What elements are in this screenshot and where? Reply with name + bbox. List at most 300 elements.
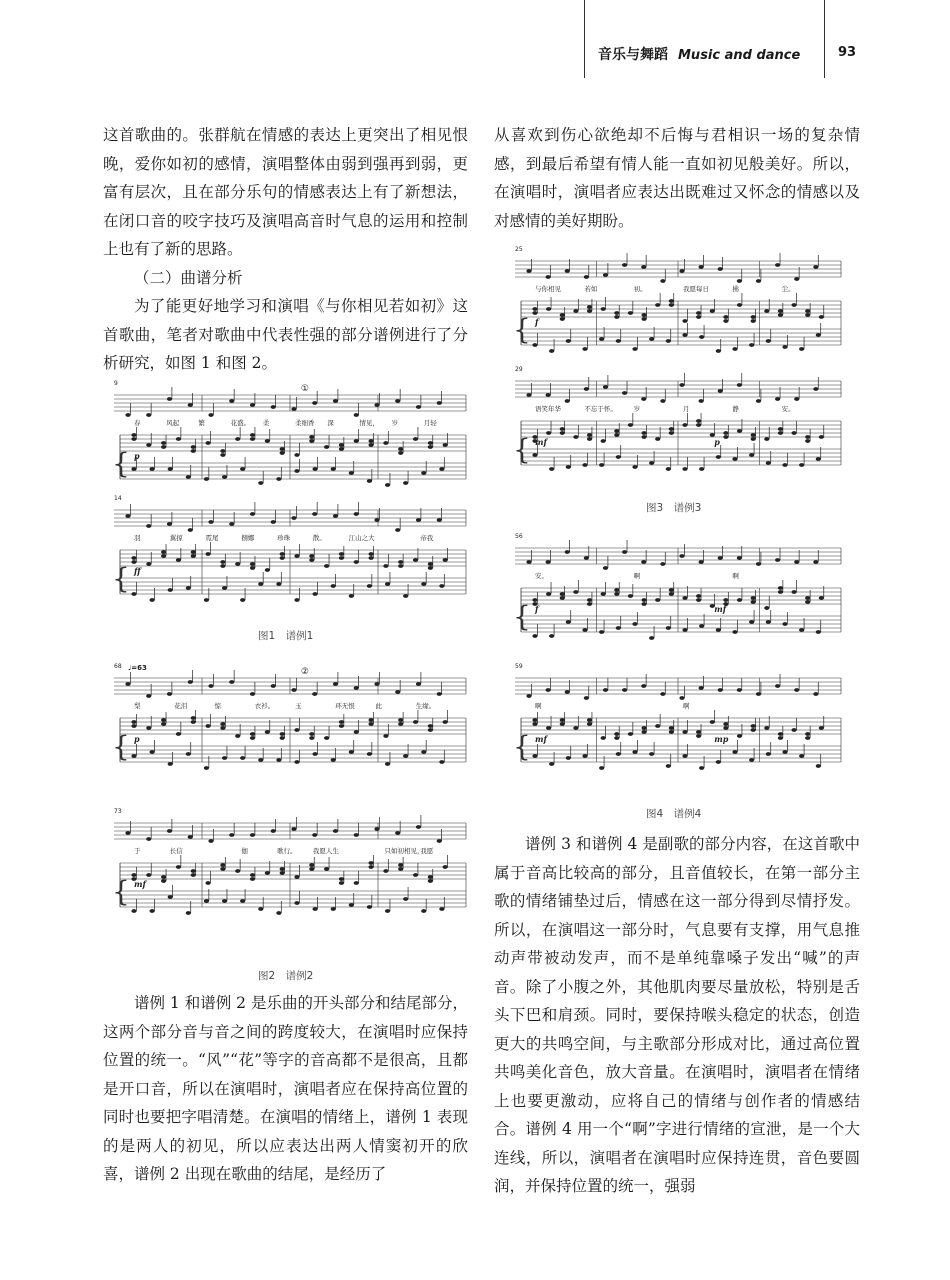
note-head — [718, 389, 723, 393]
note-head — [368, 439, 373, 443]
note-head — [309, 558, 314, 562]
note-head — [188, 528, 193, 532]
note-head — [603, 688, 608, 692]
note-head — [560, 313, 565, 317]
lyric-syllable: 环无恨 — [335, 702, 355, 710]
note-head — [437, 401, 442, 405]
note-head — [395, 399, 400, 403]
note-head — [146, 694, 151, 698]
note-head — [250, 433, 255, 437]
note-head — [220, 560, 225, 564]
note-head — [276, 758, 281, 762]
note-head — [794, 688, 799, 692]
measure-number: 29 — [515, 366, 523, 373]
note-head — [146, 413, 151, 417]
note-head — [532, 311, 537, 315]
lyric-syllable: 春 — [134, 419, 141, 427]
note-head — [367, 905, 372, 909]
note-head — [271, 520, 276, 524]
note-head — [816, 764, 821, 768]
note-head — [294, 760, 299, 764]
note-head — [546, 560, 551, 564]
note-head — [723, 315, 728, 319]
lyric-syllable: 啊 — [732, 572, 739, 580]
note-head — [791, 590, 796, 594]
note-head — [587, 437, 592, 441]
note-head — [204, 598, 209, 602]
note-head — [601, 592, 606, 596]
measure-number: 73 — [114, 808, 122, 815]
lyric-syllable: 繁 — [198, 419, 205, 427]
note-head — [532, 718, 537, 722]
note-head — [660, 399, 665, 403]
note-head — [222, 756, 227, 760]
note-head — [813, 265, 818, 269]
note-head — [398, 718, 403, 722]
note-head — [374, 827, 379, 831]
note-head — [749, 620, 754, 624]
note-head — [280, 451, 285, 455]
note-head — [368, 443, 373, 447]
note-head — [383, 441, 388, 445]
note-head — [751, 728, 756, 732]
note-head — [146, 562, 151, 566]
note-head — [737, 598, 742, 602]
note-head — [723, 431, 728, 435]
note-head — [395, 831, 400, 835]
note-head — [737, 429, 742, 433]
note-head — [339, 724, 344, 728]
note-head — [778, 732, 783, 736]
note-head — [413, 437, 418, 441]
note-head — [669, 726, 674, 730]
note-head — [732, 457, 737, 461]
note-head — [294, 453, 299, 457]
note-head — [751, 600, 756, 604]
paragraph: 这首歌曲的。张群航在情感的表达上更突出了相见恨晚，爱你如初的感情，演唱整体由弱到强再到弱，更富有层次，且在部分乐句的情感表达上有了新想法，在闭口音的咬字技巧及演唱高音时气息的运用和控制上也有了新的思路。 — [103, 126, 468, 258]
note-head — [649, 461, 654, 465]
note-head — [632, 750, 637, 754]
note-head — [250, 877, 255, 881]
note-head — [443, 865, 448, 869]
note-head — [632, 465, 637, 469]
note-head — [819, 315, 824, 319]
lyric-syllable: 伽 — [241, 847, 248, 855]
note-head — [131, 724, 136, 728]
note-head — [374, 403, 379, 407]
note-head — [291, 407, 296, 411]
note-head — [699, 686, 704, 690]
note-head — [775, 397, 780, 401]
note-head — [669, 299, 674, 303]
note-head — [428, 879, 433, 883]
note-head — [737, 279, 742, 283]
note-head — [565, 399, 570, 403]
note-head — [204, 477, 209, 481]
note-head — [778, 431, 783, 435]
note-head — [339, 443, 344, 447]
note-head — [131, 592, 136, 596]
dynamic-mark: f — [535, 604, 539, 614]
note-head — [421, 909, 426, 913]
note-head — [699, 467, 704, 471]
score-image — [108, 660, 470, 960]
note-head — [354, 881, 359, 885]
note-head — [641, 598, 646, 602]
note-head — [751, 433, 756, 437]
note-head — [161, 879, 166, 883]
note-head — [718, 267, 723, 271]
note-head — [737, 556, 742, 560]
note-head — [649, 636, 654, 640]
note-head — [186, 911, 191, 915]
note-head — [805, 600, 810, 604]
lyric-syllable: 尘。 — [781, 285, 795, 293]
note-head — [749, 758, 754, 762]
note-head — [696, 311, 701, 315]
note-head — [546, 431, 551, 435]
note-head — [222, 586, 227, 590]
circled-marker: ② — [300, 667, 309, 677]
note-head — [546, 275, 551, 279]
note-head — [655, 437, 660, 441]
note-head — [766, 339, 771, 343]
note-head — [655, 303, 660, 307]
figure-3-caption: 图3 谱例3 — [646, 502, 702, 514]
note-head — [641, 726, 646, 730]
note-head — [403, 594, 408, 598]
note-head — [250, 873, 255, 877]
paragraph: 谱例 1 和谱例 2 是乐曲的开头部分和结尾部分，这两个部分音与音之间的跨度较大，在演唱时应保持位置的统一。“风”“花”等字的音高都不是很高，且都是开口音，所以在演唱时，演唱者应在保持高位置的同时也要把字唱清楚。在演唱的情绪上，谱例 1 表现的是两人的初见，所以应表达出两人情窦初开的欣喜，谱例 2 出现在歌曲的结尾，是经历了 — [103, 994, 468, 1183]
note-head — [146, 726, 151, 730]
note-head — [265, 871, 270, 875]
note-head — [696, 730, 701, 734]
note-head — [532, 722, 537, 726]
note-head — [614, 315, 619, 319]
note-head — [161, 722, 166, 726]
note-head — [324, 445, 329, 449]
note-head — [176, 865, 181, 869]
note-head — [220, 722, 225, 726]
note-head — [669, 431, 674, 435]
note-head — [413, 558, 418, 562]
note-head — [716, 760, 721, 764]
section-heading: （二）曲谱分析 — [134, 268, 243, 287]
note-head — [161, 550, 166, 554]
note-head — [669, 303, 674, 307]
lyric-syllable: 长信 — [169, 847, 183, 855]
note-head — [131, 909, 136, 913]
note-head — [622, 688, 627, 692]
note-head — [749, 453, 754, 457]
note-head — [208, 684, 213, 688]
grand-staff-brace: { — [112, 875, 130, 908]
figure-3-score — [509, 243, 845, 493]
note-head — [816, 457, 821, 461]
lyric-syllable: 梨 — [134, 702, 141, 710]
note-head — [794, 397, 799, 401]
note-head — [582, 463, 587, 467]
note-head — [186, 475, 191, 479]
paragraph: 为了能更好地学习和演唱《与你相见若如初》这首歌曲，笔者对歌曲中代表性强的部分谱例进行了分析研究，如图 1 和图 2。 — [103, 297, 468, 372]
note-head — [131, 754, 136, 758]
note-head — [161, 441, 166, 445]
note-head — [339, 447, 344, 451]
note-head — [775, 263, 780, 267]
note-head — [778, 313, 783, 317]
note-head — [191, 869, 196, 873]
note-head — [587, 433, 592, 437]
note-head — [766, 752, 771, 756]
note-head — [167, 692, 172, 696]
note-head — [805, 439, 810, 443]
note-head — [205, 724, 210, 728]
note-head — [599, 630, 604, 634]
note-head — [250, 566, 255, 570]
note-head — [421, 750, 426, 754]
note-head — [146, 443, 151, 447]
note-head — [383, 564, 388, 568]
note-head — [716, 349, 721, 353]
note-head — [309, 732, 314, 736]
note-head — [751, 319, 756, 323]
note-head — [309, 863, 314, 867]
note-head — [565, 550, 570, 554]
note-head — [208, 520, 213, 524]
note-head — [816, 630, 821, 634]
note-head — [632, 622, 637, 626]
lyric-syllable: 语笑年华 — [535, 405, 561, 413]
note-head — [191, 716, 196, 720]
lyric-syllable: 啊 — [535, 702, 542, 710]
note-head — [428, 728, 433, 732]
note-head — [805, 313, 810, 317]
note-head — [250, 692, 255, 696]
note-head — [383, 734, 388, 738]
note-head — [737, 383, 742, 387]
note-head — [333, 682, 338, 686]
note-head — [339, 556, 344, 560]
lyric-syllable: 帝我 — [420, 534, 434, 542]
note-head — [291, 516, 296, 520]
note-head — [240, 467, 245, 471]
grand-staff-brace: { — [513, 600, 531, 633]
note-head — [549, 634, 554, 638]
note-head — [682, 467, 687, 471]
note-head — [699, 624, 704, 628]
note-head — [710, 309, 715, 313]
note-head — [354, 560, 359, 564]
note-head — [601, 439, 606, 443]
note-head — [131, 467, 136, 471]
note-head — [614, 311, 619, 315]
note-head — [756, 279, 761, 283]
note-head — [805, 596, 810, 600]
note-head — [403, 481, 408, 485]
note-head — [421, 471, 426, 475]
note-head — [395, 528, 400, 532]
note-head — [682, 730, 687, 734]
note-head — [560, 431, 565, 435]
note-head — [805, 435, 810, 439]
note-head — [398, 560, 403, 564]
note-head — [584, 696, 589, 700]
note-head — [566, 620, 571, 624]
score-image — [108, 377, 470, 617]
dynamic-mark: p — [714, 437, 720, 447]
dynamic-mark: mp — [714, 734, 729, 744]
lyric-syllable: 风起 — [166, 419, 180, 427]
note-head — [666, 339, 671, 343]
note-head — [737, 688, 742, 692]
lyric-syllable: 散。 — [312, 534, 326, 542]
note-head — [766, 461, 771, 465]
note-head — [699, 265, 704, 269]
note-head — [682, 754, 687, 758]
note-head — [614, 592, 619, 596]
note-head — [601, 736, 606, 740]
lyric-syllable: 霓尾 — [205, 534, 219, 542]
note-head — [439, 760, 444, 764]
note-head — [398, 447, 403, 451]
note-head — [546, 393, 551, 397]
note-head — [125, 682, 130, 686]
note-head — [584, 556, 589, 560]
note-head — [549, 467, 554, 471]
note-head — [428, 441, 433, 445]
note-head — [616, 339, 621, 343]
note-head — [220, 867, 225, 871]
grand-staff-brace: { — [513, 730, 531, 763]
note-head — [161, 718, 166, 722]
lyric-syllable: 花盛。 — [230, 419, 251, 427]
header-title-en: Music and dance — [678, 48, 801, 63]
note-head — [324, 564, 329, 568]
note-head — [566, 339, 571, 343]
note-head — [229, 680, 234, 684]
dynamic-mark: ff — [134, 566, 141, 576]
note-head — [161, 554, 166, 558]
right-column-top — [494, 121, 860, 235]
note-head — [699, 335, 704, 339]
note-head — [339, 877, 344, 881]
left-column-bottom — [103, 989, 468, 1189]
note-head — [349, 471, 354, 475]
note-head — [775, 558, 780, 562]
note-head — [291, 688, 296, 692]
note-head — [669, 588, 674, 592]
note-head — [614, 429, 619, 433]
note-head — [778, 590, 783, 594]
note-head — [679, 554, 684, 558]
note-head — [526, 560, 531, 564]
note-head — [312, 512, 317, 516]
note-head — [782, 345, 787, 349]
note-head — [813, 387, 818, 391]
note-head — [294, 728, 299, 732]
grand-staff-brace: { — [112, 730, 130, 763]
note-head — [799, 347, 804, 351]
note-head — [649, 337, 654, 341]
note-head — [309, 554, 314, 558]
note-head — [354, 512, 359, 516]
note-head — [679, 696, 684, 700]
note-head — [368, 722, 373, 726]
note-head — [312, 401, 317, 405]
note-head — [622, 263, 627, 267]
dynamic-mark: p — [134, 734, 140, 744]
note-head — [660, 562, 665, 566]
note-head — [349, 594, 354, 598]
note-head — [385, 762, 390, 766]
lyric-syllable: 若如 — [584, 285, 598, 293]
note-head — [437, 692, 442, 696]
note-head — [131, 433, 136, 437]
note-head — [616, 752, 621, 756]
note-head — [186, 752, 191, 756]
note-head — [191, 554, 196, 558]
note-head — [573, 590, 578, 594]
note-head — [339, 552, 344, 556]
note-head — [291, 827, 296, 831]
dynamic-mark: mf — [714, 604, 727, 614]
note-head — [229, 833, 234, 837]
note-head — [696, 594, 701, 598]
figure-2-score — [108, 660, 470, 960]
note-head — [443, 443, 448, 447]
note-head — [582, 347, 587, 351]
lyric-syllable: 与你相见 — [535, 285, 561, 293]
note-head — [349, 903, 354, 907]
note-head — [167, 829, 172, 833]
figure-1-score — [108, 377, 470, 617]
note-head — [601, 307, 606, 311]
note-head — [428, 562, 433, 566]
paragraph: 从喜欢到伤心欲绝却不后悔与君相识一场的复杂情感，到最后希望有情人能一直如初见般美好。所以，在演唱时，演唱者应表达出既难过又怀念的情感以及对感情的美好期盼。 — [494, 126, 860, 230]
figure-4-score — [509, 530, 845, 800]
note-head — [250, 562, 255, 566]
note-head — [716, 455, 721, 459]
note-head — [641, 431, 646, 435]
note-head — [641, 435, 646, 439]
note-head — [235, 437, 240, 441]
lyric-syllable: 衣衫。 — [254, 702, 275, 710]
lyric-syllable: 玉 — [295, 702, 302, 710]
note-head — [191, 550, 196, 554]
note-head — [799, 628, 804, 632]
dynamic-mark: p — [134, 451, 140, 461]
note-head — [150, 909, 155, 913]
circled-marker: ① — [300, 384, 309, 394]
note-head — [437, 839, 442, 843]
note-head — [331, 467, 336, 471]
note-head — [584, 387, 589, 391]
lyric-syllable: 只如初相见， — [384, 847, 424, 855]
note-head — [229, 399, 234, 403]
note-head — [280, 732, 285, 736]
note-head — [367, 479, 372, 483]
note-head — [439, 584, 444, 588]
note-head — [813, 560, 818, 564]
note-head — [313, 907, 318, 911]
measure-number: 25 — [515, 246, 523, 253]
note-head — [718, 556, 723, 560]
note-head — [756, 692, 761, 696]
note-head — [546, 307, 551, 311]
measure-number: 56 — [515, 533, 523, 540]
note-head — [526, 269, 531, 273]
note-head — [280, 736, 285, 740]
